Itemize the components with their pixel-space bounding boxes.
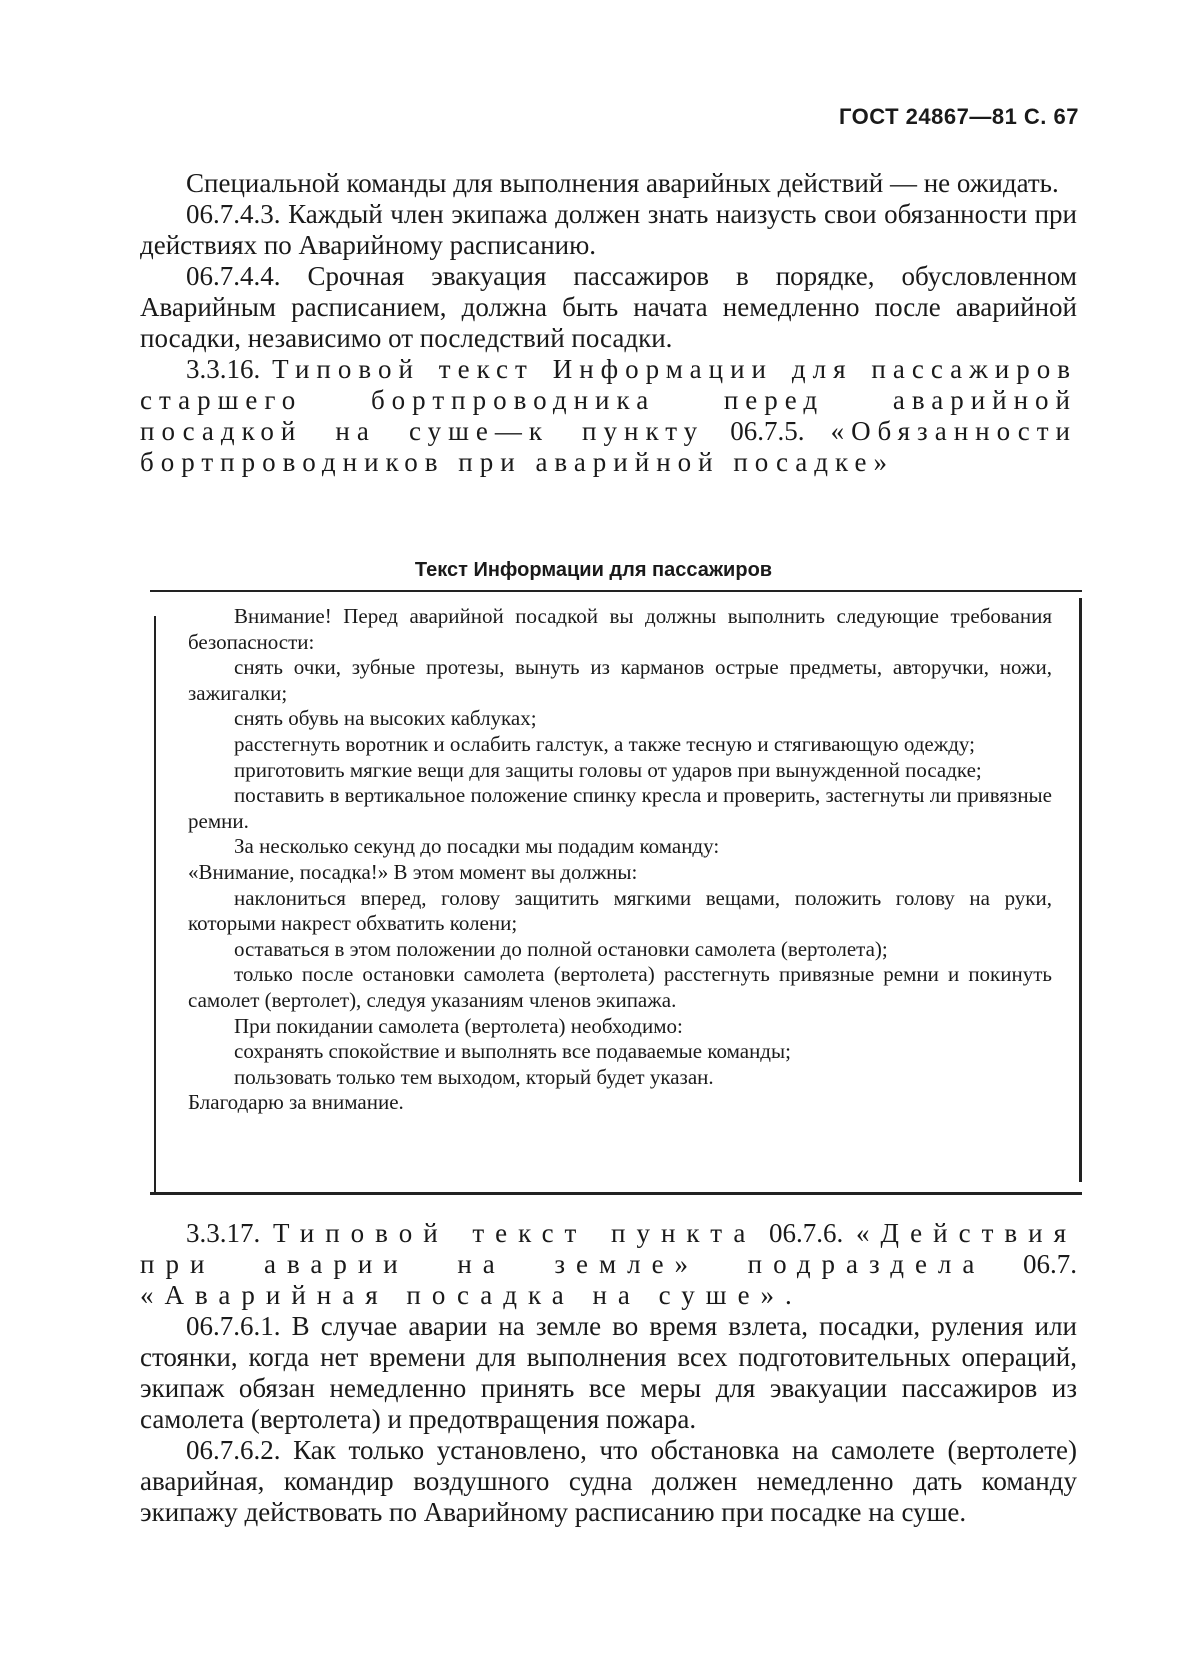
clause-reference: 06.7.5.: [730, 416, 805, 446]
paragraph-special-command: Специальной команды для выполнения аварийных действий — не ожидать.: [186, 168, 1059, 198]
page-header: ГОСТ 24867—81 С. 67: [838, 104, 1079, 129]
paragraph-06-7-6-1: 06.7.6.1. В случае аварии на земле во время взлета, посадки, руления или стоянки, когда нет времени для выполнения всех подготовительных операций, экипаж обязан немедленно принять все меры для эвакуации пассажиров из самолета (вертолета) и предотвращения пожара.: [140, 1311, 1077, 1434]
paragraph-3-3-16: [140, 354, 1077, 478]
clause-reference: 06.7.: [1023, 1249, 1077, 1279]
info-box-title: Текст Информации для пассажиров: [414, 559, 773, 581]
clause-heading-text: Типовой текст пункта: [272, 1218, 757, 1248]
info-line: снять обувь на высоких каблуках;: [234, 706, 537, 731]
info-box: [150, 590, 1082, 1195]
info-line: пользовать только тем выходом, кторый будет указан.: [234, 1064, 714, 1089]
clause-heading-text: «Действия при аварии на земле» подраздела: [140, 1218, 1078, 1279]
paragraph-3-3-17: [140, 1218, 1077, 1311]
info-line: поставить в вертикальное положение спинку кресла и проверить, застегнуты ли привязные ремни.: [188, 783, 1052, 833]
paragraph-06-7-4-3: 06.7.4.3. Каждый член экипажа должен знать наизусть свои обязанности при действиях по Аварийному расписанию.: [140, 199, 1077, 260]
outro-section: [140, 1218, 1077, 1528]
clause-number: 3.3.16.: [186, 354, 261, 384]
clause-reference: 06.7.6.: [769, 1218, 844, 1248]
paragraph-06-7-6-2: 06.7.6.2. Как только установлено, что обстановка на самолете (вертолете) аварийная, командир воздушного судна должен немедленно дать команду экипажу действовать по Аварийному расписанию при посадке на суше.: [140, 1435, 1077, 1527]
info-line: приготовить мягкие вещи для защиты головы от ударов при вынужденной посадке;: [234, 757, 982, 782]
info-line: Внимание! Перед аварийной посадкой вы должны выполнить следующие требования безопасности:: [188, 604, 1052, 654]
info-line: расстегнуть воротник и ослабить галстук, а также тесную и стягивающую одежду;: [234, 731, 975, 756]
info-line: За несколько секунд до посадки мы подадим команду:: [234, 834, 720, 859]
info-box-content: [188, 604, 1052, 1116]
intro-section: [140, 168, 1077, 478]
info-line-closing: Благодарю за внимание.: [188, 1090, 404, 1115]
info-line: только после остановки самолета (вертолета) расстегнуть привязные ремни и покинуть самолет (вертолет), следуя указаниям членов экипажа.: [188, 962, 1052, 1012]
clause-heading-quote: «Аварийная посадка на суше».: [140, 1280, 803, 1310]
clause-number: 3.3.17.: [186, 1218, 261, 1248]
box-right-rule: [1079, 598, 1082, 1182]
clause-heading-text: Типовой текст Информации для пассажиров старшего бортпроводника перед аварийной посадкой на суше—к пункту: [140, 354, 1077, 446]
info-line: наклониться вперед, голову защитить мягкими вещами, положить голову на руки, которыми накрест обхватить колени;: [188, 885, 1052, 936]
info-line: При покидании самолета (вертолета) необходимо:: [234, 1013, 683, 1038]
info-line: сохранять спокойствие и выполнять все подаваемые команды;: [234, 1039, 791, 1064]
paragraph-06-7-4-4: 06.7.4.4. Срочная эвакуация пассажиров в порядке, обусловленном Аварийным расписанием, должна быть начата немедленно после аварийной посадки, независимо от последствий посадки.: [140, 261, 1077, 353]
box-left-rule: [154, 616, 156, 1192]
info-line: «Внимание, посадка!» В этом момент вы должны:: [188, 859, 638, 884]
clause-heading-quote: «Обязанности бортпроводников при аварийной посадке»: [140, 416, 1077, 477]
info-line: снять очки, зубные протезы, вынуть из карманов острые предметы, авторучки, ножи, зажигалки;: [188, 655, 1052, 705]
info-line: оставаться в этом положении до полной остановки самолета (вертолета);: [234, 936, 888, 961]
